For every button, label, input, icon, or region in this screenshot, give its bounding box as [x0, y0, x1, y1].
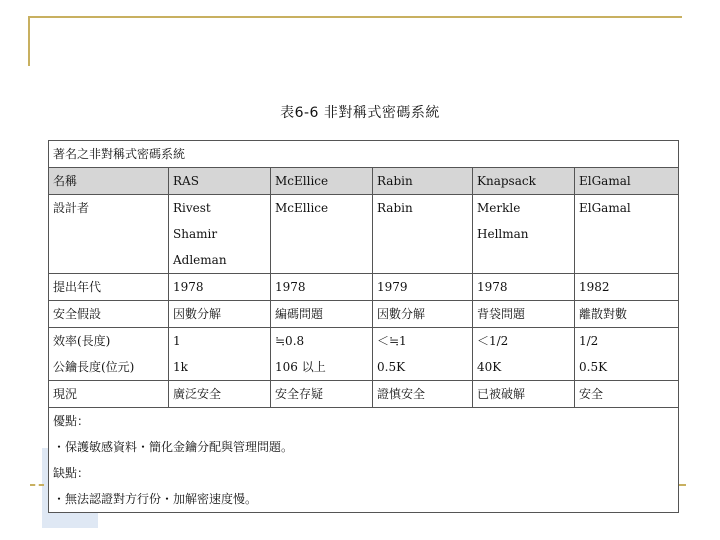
row-label-status: 現況 — [49, 381, 169, 408]
status-cell: 已被破解 — [473, 381, 575, 408]
row-label-assumption: 安全假設 — [49, 301, 169, 328]
designer-cell — [373, 195, 473, 274]
efficiency-cell — [575, 328, 679, 381]
key-length-value: 0.5K — [579, 360, 608, 374]
efficiency-cell — [373, 328, 473, 381]
designer-name: Merkle — [477, 201, 521, 215]
designer-cell — [473, 195, 575, 274]
cons-label: 缺點： — [53, 466, 90, 480]
key-length-value: 1k — [173, 360, 188, 374]
header-cell: Rabin — [373, 168, 473, 195]
year-cell: 1978 — [271, 274, 373, 301]
year-cell: 1978 — [169, 274, 271, 301]
table-row-notes — [49, 408, 679, 513]
header-cell: RAS — [169, 168, 271, 195]
cons-item: ・無法認證對方行份・加解密速度慢。 — [53, 492, 258, 506]
table-row-designer — [49, 195, 679, 274]
table-row-efficiency — [49, 328, 679, 381]
efficiency-cell — [169, 328, 271, 381]
key-length-value: 106 以上 — [275, 360, 326, 374]
status-cell: 證慎安全 — [373, 381, 473, 408]
designer-name: ElGamal — [579, 201, 631, 215]
designer-name: Hellman — [477, 227, 529, 241]
designer-cell — [271, 195, 373, 274]
status-cell: 廣泛安全 — [169, 381, 271, 408]
year-cell: 1978 — [473, 274, 575, 301]
assumption-cell: 背袋問題 — [473, 301, 575, 328]
key-length-value: 0.5K — [377, 360, 406, 374]
status-cell: 安全 — [575, 381, 679, 408]
row-label-year: 提出年代 — [49, 274, 169, 301]
efficiency-value: ＜1/2 — [477, 334, 509, 348]
slide-frame-top-line — [28, 16, 682, 18]
status-cell: 安全存疑 — [271, 381, 373, 408]
assumption-cell: 因數分解 — [373, 301, 473, 328]
table-title: 表6-6 非對稱式密碼系統 — [280, 105, 440, 121]
efficiency-label: 效率(長度) — [53, 334, 111, 348]
assumption-cell: 因數分解 — [169, 301, 271, 328]
efficiency-cell — [473, 328, 575, 381]
efficiency-value: ＜≒1 — [377, 334, 407, 348]
cryptosystem-table — [48, 140, 679, 513]
designer-name: Adleman — [173, 253, 227, 267]
efficiency-cell — [271, 328, 373, 381]
key-length-label: 公鑰長度(位元) — [53, 360, 135, 374]
table-row-assumption — [49, 301, 679, 328]
assumption-cell: 離散對數 — [575, 301, 679, 328]
header-cell: McEllice — [271, 168, 373, 195]
efficiency-value: ≒0.8 — [275, 334, 305, 348]
designer-name: Shamir — [173, 227, 218, 241]
header-cell: Knapsack — [473, 168, 575, 195]
designer-cell — [169, 195, 271, 274]
row-label-designer: 設計者 — [49, 195, 169, 274]
table-header-row — [49, 168, 679, 195]
row-label-name: 名稱 — [49, 168, 169, 195]
key-length-value: 40K — [477, 360, 502, 374]
slide-dash-left — [30, 484, 44, 486]
pros-label: 優點： — [53, 414, 90, 428]
table-caption-row — [49, 141, 679, 168]
pros-item: ・保護敏感資料・簡化金鑰分配與管理問題。 — [53, 440, 294, 454]
table-row-status — [49, 381, 679, 408]
header-cell: ElGamal — [575, 168, 679, 195]
designer-cell — [575, 195, 679, 274]
designer-name: McEllice — [275, 201, 329, 215]
year-cell: 1979 — [373, 274, 473, 301]
designer-name: Rabin — [377, 201, 413, 215]
year-cell: 1982 — [575, 274, 679, 301]
efficiency-value: 1 — [173, 334, 181, 348]
slide-frame-left-line — [28, 16, 30, 66]
table-caption: 著名之非對稱式密碼系統 — [49, 141, 679, 168]
row-label-efficiency — [49, 328, 169, 381]
efficiency-value: 1/2 — [579, 334, 599, 348]
assumption-cell: 編碼問題 — [271, 301, 373, 328]
designer-name: Rivest — [173, 201, 211, 215]
notes-cell — [49, 408, 679, 513]
table-row-year — [49, 274, 679, 301]
